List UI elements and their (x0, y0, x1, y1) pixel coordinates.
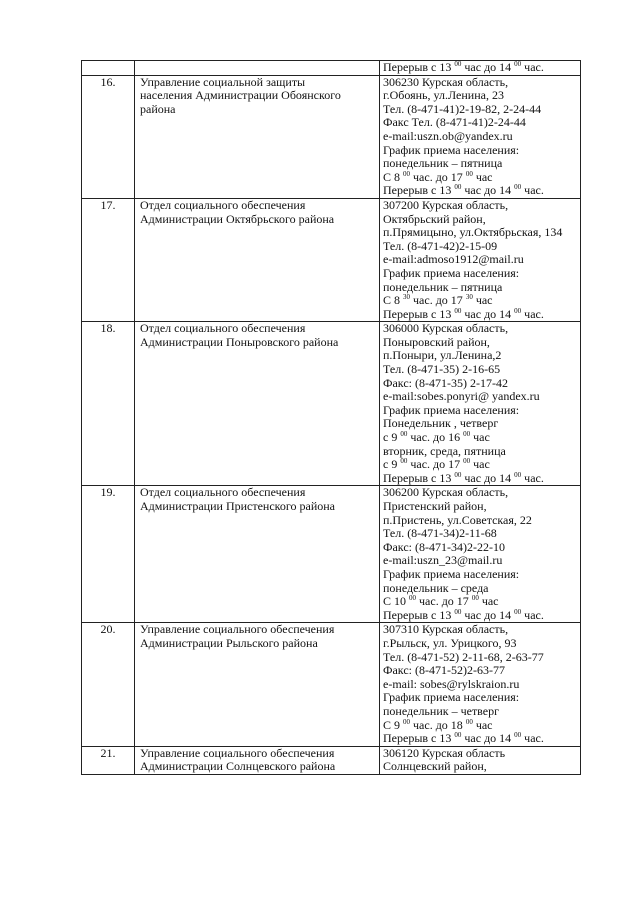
working-hours: С 9 $^{00}$ час. до 18 $^{00}$ час (383, 717, 493, 732)
social-services-table (81, 60, 581, 775)
email-line: e-mail:admoso1912@mail.ru (383, 252, 524, 267)
contact-info-cell (380, 322, 581, 486)
address-line: 306120 Курская область (383, 745, 506, 760)
address-line: п.Поныри, ул.Ленина,2 (383, 348, 502, 363)
schedule-days: понедельник – четверг (383, 703, 500, 718)
working-hours: С 10 $^{00}$ час. до 17 $^{00}$ час (383, 594, 499, 609)
table-row (82, 486, 581, 623)
address-line: 307200 Курская область, (383, 197, 509, 212)
address-line: Поныровский район, (383, 334, 490, 349)
schedule-days: Понедельник , четверг (383, 416, 499, 431)
address-line: Солнцевский район, (383, 759, 487, 774)
address-line: 306200 Курская область, (383, 485, 509, 500)
break-hours: Перерыв с 13 $^{00}$ час до 14 $^{00}$ час. (383, 470, 544, 485)
email-line: e-mail:uszn_23@mail.ru (383, 553, 503, 568)
contact-info-cell (380, 746, 581, 774)
row-number: 16. (82, 75, 135, 198)
break-hours: Перерыв с 13 $^{00}$ час до 14 $^{00}$ час. (383, 306, 544, 321)
contact-info-cell (380, 198, 581, 321)
table-row (82, 75, 581, 198)
fax-line: Факс Тел. (8-471-41)2-24-44 (383, 115, 526, 130)
schedule-heading: График приема населения: (383, 690, 520, 705)
agency-name-cell: Управление социальной защиты населения Администрации Обоянского района (135, 75, 380, 198)
table-row (82, 322, 581, 486)
row-number: 19. (82, 486, 135, 623)
working-hours: с 9 $^{00}$ час. до 16 $^{00}$ час (383, 430, 490, 445)
phone-line: Тел. (8-471-41)2-19-82, 2-24-44 (383, 101, 542, 116)
schedule-heading: График приема населения: (383, 265, 520, 280)
agency-name-cell: Управление социального обеспечения Администрации Солнцевского района (135, 746, 380, 774)
working-hours: С 8 $^{30}$ час. до 17 $^{30}$ час (383, 293, 493, 308)
contact-info-cell (380, 61, 581, 76)
fax-line: Факс: (8-471-52)2-63-77 (383, 663, 505, 678)
email-line: e-mail:uszn.ob@yandex.ru (383, 128, 513, 143)
address-line: г.Рыльск, ул. Урицкого, 93 (383, 635, 517, 650)
contact-info-cell (380, 75, 581, 198)
schedule-days: вторник, среда, пятница (383, 443, 506, 458)
agency-name-cell: Отдел социального обеспечения Администрации Октябрьского района (135, 198, 380, 321)
address-line: п.Пристень, ул.Советская, 22 (383, 512, 532, 527)
contact-info-cell (380, 486, 581, 623)
email-line: e-mail:sobes.ponyri@ yandex.ru (383, 389, 540, 404)
table-row (82, 623, 581, 746)
schedule-heading: График приема населения: (383, 142, 520, 157)
working-hours: с 9 $^{00}$ час. до 17 $^{00}$ час (383, 457, 490, 472)
row-number: 21. (82, 746, 135, 774)
agency-name-cell: Управление социального обеспечения Администрации Рыльского района (135, 623, 380, 746)
schedule-days: понедельник – пятница (383, 279, 503, 294)
contact-info-cell (380, 623, 581, 746)
schedule-heading: График приема населения: (383, 566, 520, 581)
address-line: г.Обоянь, ул.Ленина, 23 (383, 88, 504, 103)
break-hours: Перерыв с 13 $^{00}$ час до 14 $^{00}$ час. (383, 607, 544, 622)
phone-line: Тел. (8-471-52) 2-11-68, 2-63-77 (383, 649, 544, 664)
email-line: e-mail: sobes@rylskraion.ru (383, 676, 520, 691)
phone-line: Тел. (8-471-35) 2-16-65 (383, 362, 501, 377)
agency-name-cell (135, 61, 380, 76)
table-row (82, 198, 581, 321)
schedule-days: понедельник – пятница (383, 156, 503, 171)
break-hours: Перерыв с 13 $^{00}$ час до 14 $^{00}$ час. (383, 60, 544, 74)
agency-name-cell: Отдел социального обеспечения Администрации Пристенского района (135, 486, 380, 623)
row-number: 18. (82, 322, 135, 486)
break-hours: Перерыв с 13 $^{00}$ час до 14 $^{00}$ час. (383, 731, 544, 746)
working-hours: С 8 $^{00}$ час. до 17 $^{00}$ час (383, 169, 493, 184)
phone-line: Тел. (8-471-34)2-11-68 (383, 526, 497, 541)
row-number: 17. (82, 198, 135, 321)
address-line: 307310 Курская область, (383, 622, 509, 637)
address-line: п.Прямицыно, ул.Октябрьская, 134 (383, 225, 563, 240)
address-line: Пристенский район, (383, 499, 487, 513)
row-number-cell (82, 61, 135, 76)
address-line: Октябрьский район, (383, 211, 486, 226)
schedule-heading: График приема населения: (383, 402, 520, 417)
address-line: 306230 Курская область, (383, 74, 509, 89)
table-row (82, 61, 581, 76)
fax-line: Факс: (8-471-35) 2-17-42 (383, 375, 508, 390)
address-line: 306000 Курская область, (383, 321, 509, 336)
phone-line: Тел. (8-471-42)2-15-09 (383, 238, 498, 253)
agency-name-cell: Отдел социального обеспечения Администрации Поныровского района (135, 322, 380, 486)
table-row (82, 746, 581, 774)
schedule-days: понедельник – среда (383, 580, 489, 595)
row-number: 20. (82, 623, 135, 746)
fax-line: Факс: (8-471-34)2-22-10 (383, 539, 505, 554)
break-hours: Перерыв с 13 $^{00}$ час до 14 $^{00}$ час. (383, 183, 544, 198)
